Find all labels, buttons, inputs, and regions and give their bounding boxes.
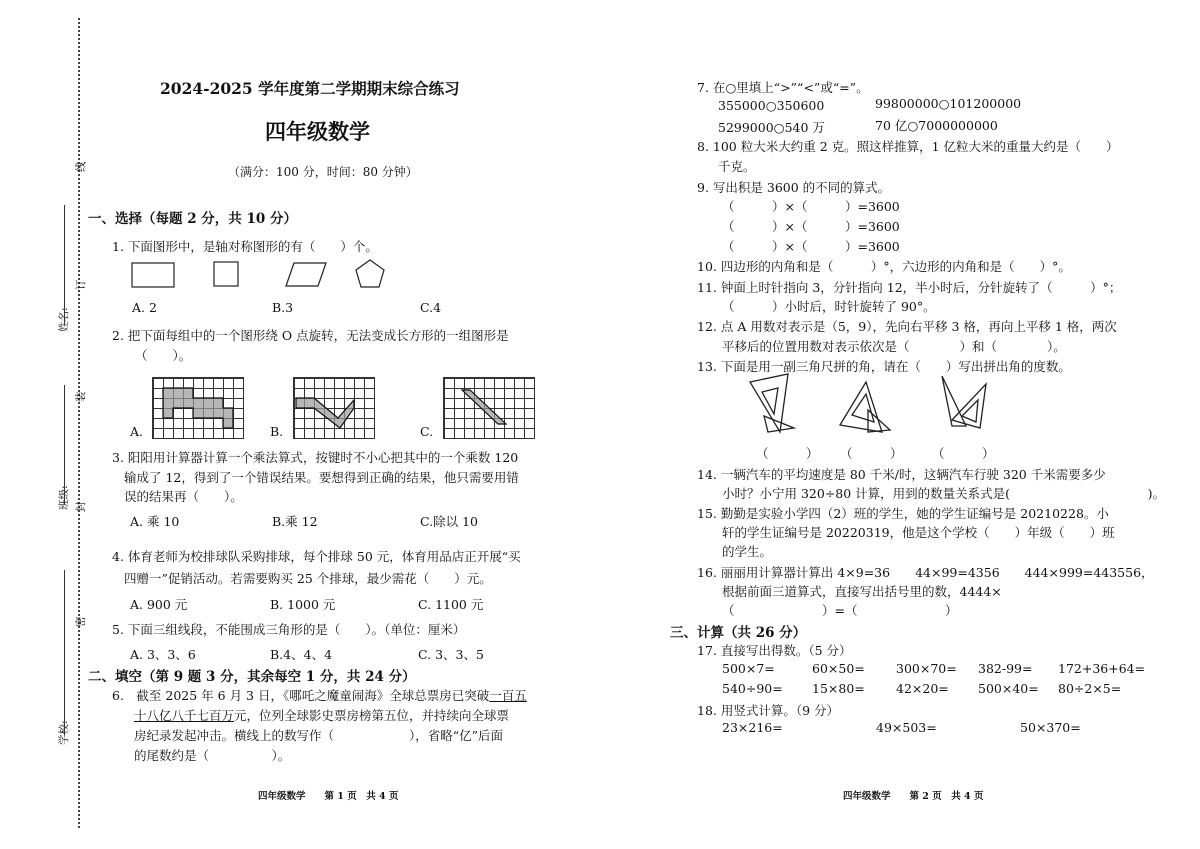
q3-option-c: C.除以 10: [420, 514, 478, 529]
q13-blank-3[interactable]: （ ）: [932, 446, 995, 461]
q11-line1: 11. 钟面上时针指向 3，分针指向 12，半小时后，分针旋转了（ ）°；: [697, 280, 1122, 295]
q3-option-b: B.乘 12: [272, 514, 318, 529]
q3-line3: 误的结果再（ ）。: [124, 489, 243, 504]
q9-row-3: （ ）×（ ）=3600: [722, 239, 900, 254]
pentagon-shape: [356, 260, 384, 287]
q1-option-a: A. 2: [132, 300, 157, 315]
rectangle-shape: [132, 263, 174, 287]
exam-subject: 四年级数学: [265, 119, 370, 144]
q5-stem: 5. 下面三组线段，不能围成三角形的是（ ）。（单位：厘米）: [112, 622, 466, 637]
score-time: （满分：100 分，时间：80 分钟）: [228, 165, 418, 179]
q17-r2-2: 15×80=: [812, 681, 865, 696]
q9-stem: 9. 写出积是 3600 的不同的算式。: [697, 180, 891, 195]
q6-line3: 房纪录发起冲击。横线上的数写作（ ），省略“亿”后面: [134, 728, 504, 743]
q18-item-3: 50×370=: [1020, 720, 1081, 735]
q4-option-b: B. 1000 元: [270, 597, 336, 612]
q8-line1: 8. 100 粒大米大约重 2 克。照这样推算，1 亿粒大米的重量大约是（ ）: [697, 139, 1119, 154]
q6-line4: 的尾数约是（ ）。: [134, 748, 291, 763]
q16-line1: 16. 丽丽用计算器计算出 4×9=36 44×99=4356 444×999=443556，: [697, 565, 1154, 580]
class-label: 班级:: [58, 485, 70, 510]
q6-line2: 十八亿八千七百万元，位列全球影史票房榜第五位，并持续向全球票: [134, 708, 510, 723]
set-square-figure-1: [750, 374, 794, 432]
name-write-line: [64, 205, 65, 325]
q4-option-c: C. 1100 元: [418, 597, 484, 612]
set-square-figure-3: [942, 376, 986, 428]
q13-triangle-figures: [740, 370, 1000, 440]
q14-line1: 14. 一辆汽车的平均速度是 80 千米/时，这辆汽车行驶 320 千米需要多少: [697, 467, 1106, 482]
q3-option-a: A. 乘 10: [130, 514, 180, 529]
section1-heading: 一、选择（每题 2 分，共 10 分）: [88, 211, 297, 227]
seal-char-2: 订: [75, 279, 87, 290]
q7-item-2: 99800000○101200000: [875, 96, 1022, 111]
q18-stem: 18. 用竖式计算。（9 分）: [697, 703, 840, 718]
name-label: 姓名:: [58, 307, 70, 332]
q14-line2: 小时？小宁用 320÷80 计算，用到的数量关系式是( )。: [722, 486, 1165, 501]
q1-stem: 1. 下面图形中，是轴对称图形的有（ ）个。: [112, 239, 378, 254]
q2-stem: 2. 把下面每组中的一个图形绕 O 点旋转，无法变成长方形的一组图形是: [112, 328, 509, 343]
q17-r2-1: 540÷90=: [722, 681, 783, 696]
parallelogram-shape: [286, 263, 326, 286]
q2-grid-b: [293, 377, 375, 439]
q17-r2-4: 500×40=: [978, 681, 1039, 696]
q17-r1-4: 382-99=: [978, 661, 1033, 676]
section2-heading: 二、填空（第 9 题 3 分，其余每空 1 分，共 24 分）: [88, 669, 416, 685]
binding-dotted-line: [78, 18, 80, 828]
q5-option-c: C. 3、3、5: [418, 647, 484, 662]
q18-item-2: 49×503=: [876, 720, 937, 735]
square-shape: [214, 262, 238, 286]
set-square-figure-2: [840, 382, 890, 432]
q2-label-c: C.: [420, 424, 434, 439]
q9-row-1: （ ）×（ ）=3600: [722, 199, 900, 214]
page1-footer: 四年级数学 第 1 页 共 4 页: [258, 791, 399, 802]
q17-r1-3: 300×70=: [896, 661, 957, 676]
q18-item-1: 23×216=: [722, 720, 783, 735]
q3-line1: 3. 阳阳用计算器计算一个乘法算式，按键时不小心把其中的一个乘数 120: [112, 450, 519, 465]
q1-option-c: C.4: [420, 300, 442, 315]
q7-item-3: 5299000○540 万: [718, 120, 825, 135]
q16-line2: 根据前面三道算式，直接写出括号里的数，4444×: [722, 584, 1002, 599]
q1-option-b: B.3: [272, 300, 294, 315]
q17-stem: 17. 直接写出得数。（5 分）: [697, 643, 852, 658]
q17-r1-2: 60×50=: [812, 661, 865, 676]
q12-line1: 12. 点 A 用数对表示是（5，9），先向右平移 3 格，再向上平移 1 格，两次: [697, 319, 1117, 334]
q4-line2: 四赠一”促销活动。若需要购买 25 个排球，最少需花（ ）元。: [124, 571, 492, 586]
exam-title: 2024-2025 学年度第二学期期末综合练习: [160, 79, 460, 98]
q1-shapes: [130, 258, 400, 294]
q16-line3: （ ）=（ ）: [722, 603, 958, 618]
q11-line2: （ ）小时后，时针旋转了 90°。: [722, 299, 936, 314]
q13-stem: 13. 下面是用一副三角尺拼的角，请在（ ）写出拼出角的度数。: [697, 359, 1071, 374]
section3-heading: 三、计算（共 26 分）: [670, 625, 807, 641]
q7-item-1: 355000○350600: [718, 98, 825, 113]
q2-label-b: B.: [270, 424, 284, 439]
q9-row-2: （ ）×（ ）=3600: [722, 219, 900, 234]
q5-option-b: B.4、4、4: [270, 647, 333, 662]
q5-option-a: A. 3、3、6: [130, 647, 196, 662]
q2-stem-2: （ ）。: [135, 348, 192, 363]
q13-blank-1[interactable]: （ ）: [756, 446, 819, 461]
q15-line1: 15. 勤勤是实验小学四（2）班的学生，她的学生证编号是 20210228。小: [697, 506, 1109, 521]
q6-line1: 6. 截至 2025 年 6 月 3 日，《哪吒之魔童闹海》全球总票房已突破一百五: [112, 688, 527, 703]
seal-char-4: 封: [75, 501, 87, 512]
q10: 10. 四边形的内角和是（ ）°，六边形的内角和是（ ）°。: [697, 259, 1071, 274]
school-write-line: [64, 570, 65, 735]
q17-r2-3: 42×20=: [896, 681, 949, 696]
q12-line2: 平移后的位置用数对表示依次是（ ）和（ ）。: [722, 339, 1066, 354]
q3-line2: 输成了 12，得到了一个错误结果。要想得到正确的结果，他只需要用错: [124, 470, 519, 485]
q2-grid-c: [443, 377, 535, 439]
q7-item-4: 70 亿○7000000000: [875, 118, 998, 133]
class-write-line: [64, 385, 65, 505]
q4-option-a: A. 900 元: [130, 597, 188, 612]
seal-char-1: 线: [75, 161, 87, 172]
q15-line3: 的学生。: [722, 544, 773, 559]
q17-r1-5: 172+36+64=: [1058, 661, 1146, 676]
q15-line2: 轩的学生证编号是 20220319，他是这个学校（ ）年级（ ）班: [722, 525, 1115, 540]
q8-line2: 千克。: [718, 159, 756, 174]
q2-label-a: A.: [130, 424, 144, 439]
seal-char-5: 密: [75, 616, 87, 627]
q2-grid-a: [152, 377, 244, 439]
page2-footer: 四年级数学 第 2 页 共 4 页: [843, 791, 984, 802]
q17-r2-5: 80÷2×5=: [1058, 681, 1122, 696]
q7-stem: 7. 在○里填上“>”“<”或“=”。: [697, 80, 869, 95]
q17-r1-1: 500×7=: [722, 661, 775, 676]
q13-blank-2[interactable]: （ ）: [840, 446, 903, 461]
q4-line1: 4. 体育老师为校排球队采购排球，每个排球 50 元，体育用品店正开展“买: [112, 549, 521, 564]
school-label: 学校:: [58, 720, 70, 745]
seal-char-3: 装: [75, 391, 87, 402]
